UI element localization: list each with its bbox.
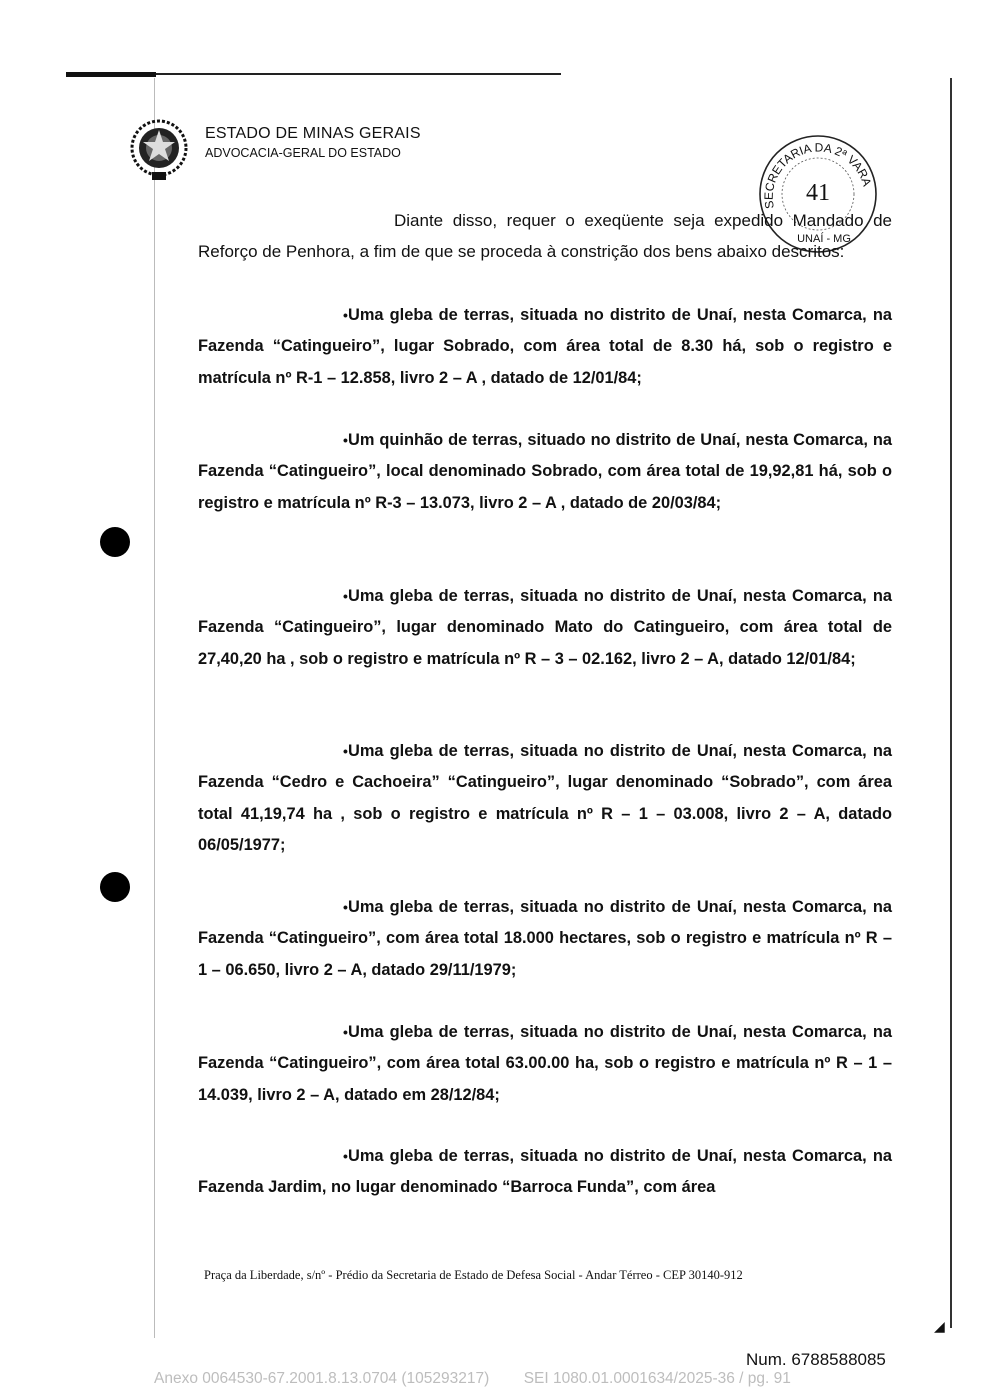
footer-address: Praça da Liberdade, s/nº - Prédio da Secretaria de Estado de Defesa Social - Andar Térreo - CEP 30140-912 xyxy=(204,1268,743,1282)
intro-text: Diante disso, requer o exeqüente seja expedido Mandado de Reforço de Penhora, a fim de que se proceda à constrição dos bens abaixo descritos: xyxy=(198,211,892,262)
item-text: Uma gleba de terras, situada no distrito de Unaí, nesta Comarca, na Fazenda “Catingueiro”, lugar denominado Mato do Catingueiro, com área total de 27,40,20 ha , sob o registro e matrícula nº R – 3 – 02.162, livro 2 – A, datado 12/01/84; xyxy=(198,587,892,668)
bullet-icon: • xyxy=(343,1024,348,1040)
intro-paragraph xyxy=(198,205,892,268)
stamp-ring-text: SECRETARIA DA 2ª VARA xyxy=(761,140,875,210)
list-item xyxy=(198,1141,892,1204)
list-item xyxy=(198,736,892,861)
annex-reference: Anexo 0064530-67.2001.8.13.0704 (105293217) SEI 1080.01.0001634/2025-36 / pg. 91 xyxy=(154,1370,791,1387)
right-border-line xyxy=(950,78,952,1328)
top-border-mark xyxy=(66,72,156,77)
bullet-icon: • xyxy=(343,432,348,448)
list-item xyxy=(198,1017,892,1111)
corner-mark: ◢ xyxy=(934,1318,945,1334)
list-item xyxy=(198,892,892,986)
item-text: Uma gleba de terras, situada no distrito de Unaí, nesta Comarca, na Fazenda “Catingueiro”, lugar Sobrado, com área total de 8.30 há, sob o registro e matrícula nº R-1 – 12.858, livro 2 – A , datado de 12/01/84; xyxy=(198,306,892,387)
bullet-icon: • xyxy=(343,588,348,604)
item-text: Uma gleba de terras, situada no distrito de Unaí, nesta Comarca, na Fazenda “Catingueiro”, com área total 18.000 hectares, sob o registro e matrícula nº R – 1 – 06.650, livro 2 – A, datado 29/11/1979; xyxy=(198,898,892,979)
left-margin-line xyxy=(154,78,155,1338)
bullet-icon: • xyxy=(343,1148,348,1164)
bullet-icon: • xyxy=(343,307,348,323)
document-number: Num. 6788588085 xyxy=(746,1350,886,1369)
item-text: Uma gleba de terras, situada no distrito de Unaí, nesta Comarca, na Fazenda Jardim, no lugar denominado “Barroca Funda”, com área xyxy=(198,1147,892,1197)
item-text: Uma gleba de terras, situada no distrito de Unaí, nesta Comarca, na Fazenda “Cedro e Cachoeira” “Catingueiro”, lugar denominado “Sobrado”, com área total 41,19,74 ha , sob o registro e matrícula nº R – 1 – 03.008, livro 2 – A, datado 06/05/1977; xyxy=(198,742,892,854)
header-state: ESTADO DE MINAS GERAIS xyxy=(205,125,421,142)
coat-of-arms-icon xyxy=(128,116,190,182)
item-text: Uma gleba de terras, situada no distrito de Unaí, nesta Comarca, na Fazenda “Catingueiro”, com área total 63.00.00 ha, sob o registro e matrícula nº R – 1 –14.039, livro 2 – A, datado em 28/12/84; xyxy=(198,1023,892,1104)
list-item xyxy=(198,425,892,519)
bullet-icon: • xyxy=(343,743,348,759)
stamp-city: UNAÍ - MG xyxy=(797,233,851,245)
list-item xyxy=(198,581,892,675)
stamp-page-number: 41 xyxy=(806,180,830,206)
punch-hole xyxy=(100,872,130,902)
list-item xyxy=(198,300,892,394)
header-agency: ADVOCACIA-GERAL DO ESTADO xyxy=(205,146,401,160)
item-text: Um quinhão de terras, situado no distrito de Unaí, nesta Comarca, na Fazenda “Catingueiro”, local denominado Sobrado, com área total de 19,92,81 há, sob o registro e matrícula nº R-3 – 13.073, livro 2 – A , datado de 20/03/84; xyxy=(198,431,892,512)
punch-hole xyxy=(100,527,130,557)
bullet-icon: • xyxy=(343,899,348,915)
